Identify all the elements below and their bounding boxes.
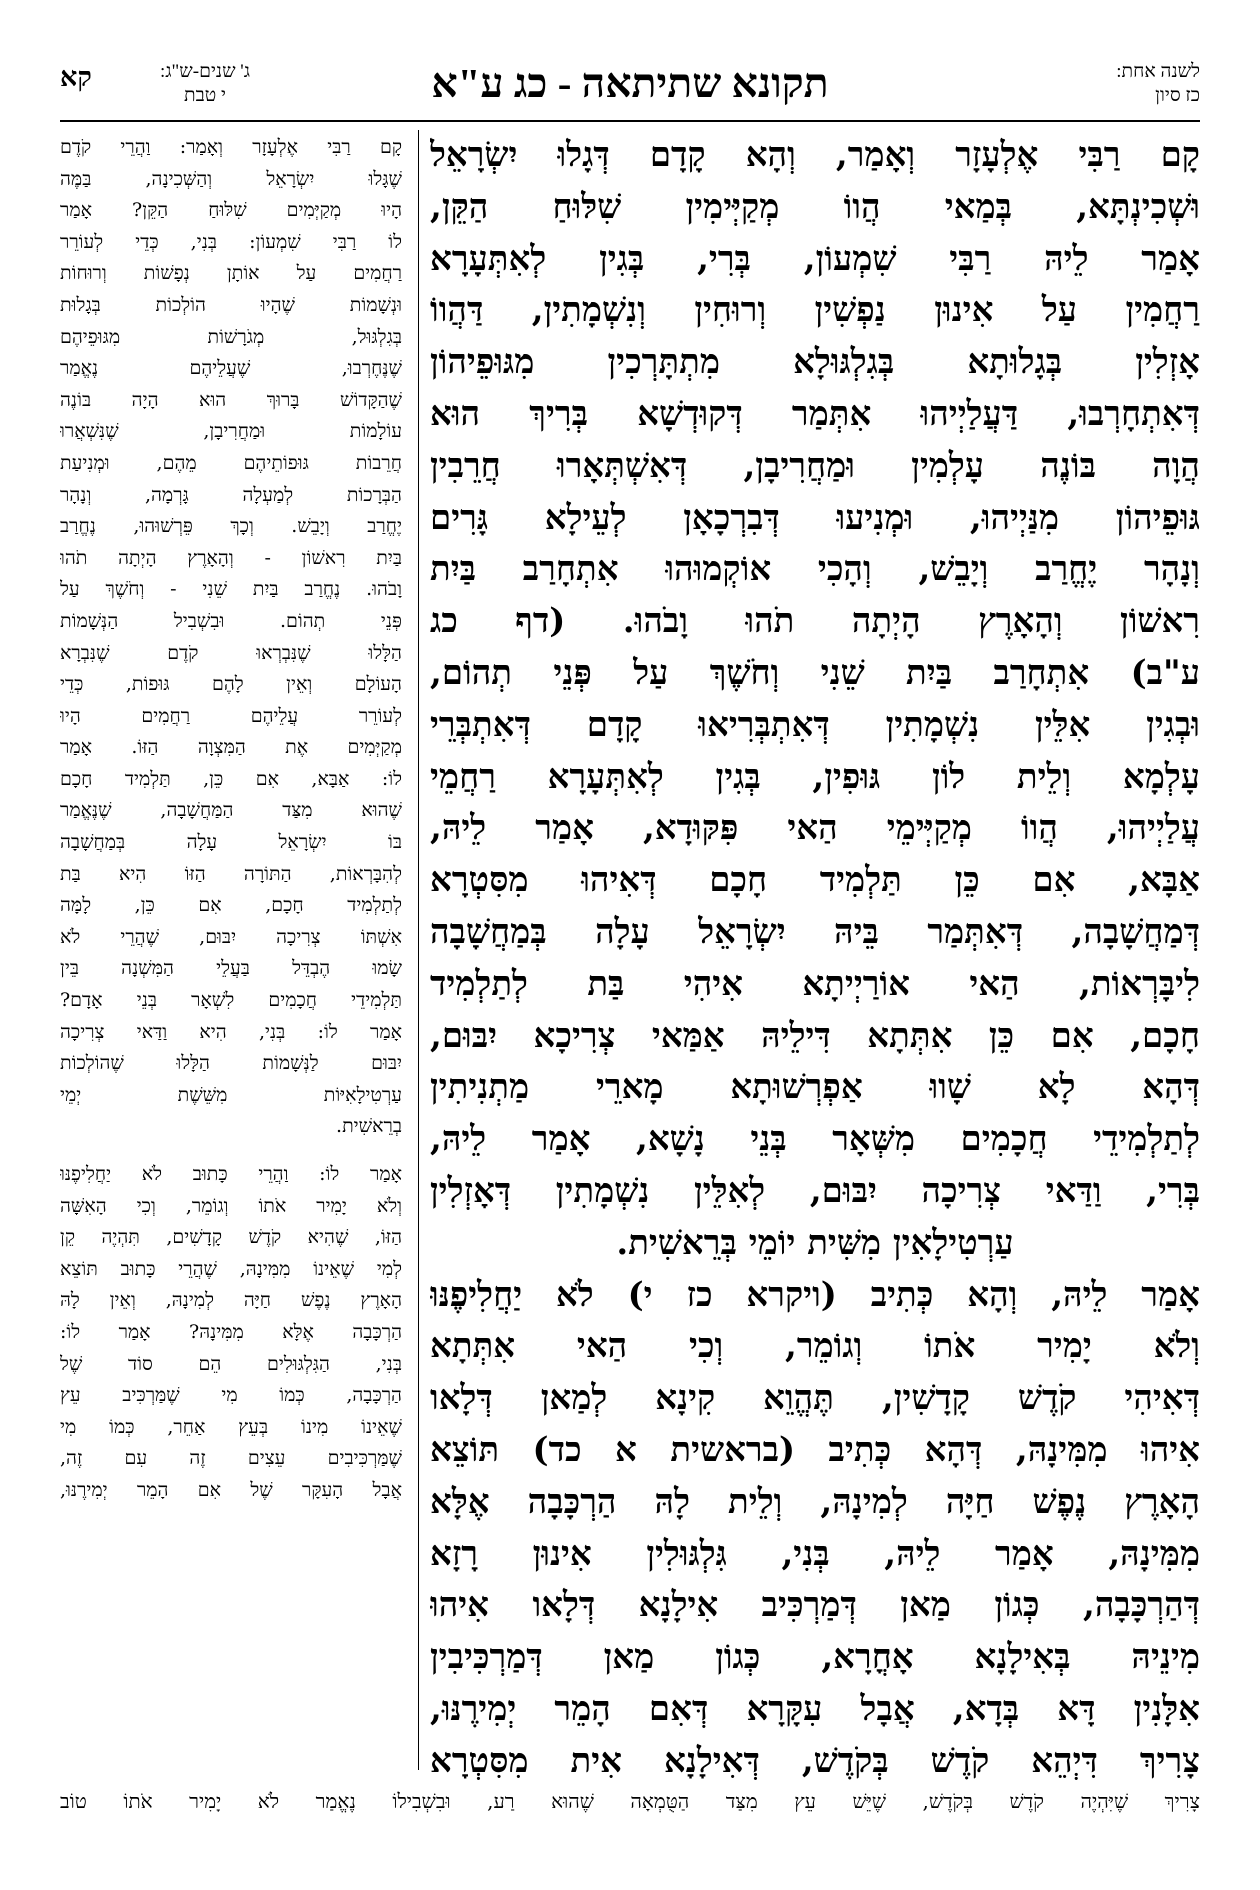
zohar-text-line: עָלְמָא וְלֵית לוֹן גּוּפִין, בְּגִין לְאִתְּעָרָא רַחֲמֵי — [430, 756, 1200, 797]
zohar-text-line: אָמַר לֵיהּ, וְהָא כְּתִיב (ויקרא כז י) לֹא יַחֲלִיפֶנּוּ — [430, 1274, 1200, 1315]
translation-text-line: שֶׁהַקָּדוֹשׁ בָּרוּךְ הוּא הָיָה בּוֹנֶה — [60, 388, 402, 411]
zohar-text-line: אִלָּנִין דָּא בְּדָא, אֲבָל עִקָּרָא דְּאִם הָמֵר יְמִירֶנּוּ, — [430, 1688, 1200, 1729]
zohar-text-line: הֲוָה בּוֹנֶה עָלְמִין וּמַחֲרִיבָן, דְּאִשְׁתְּאָרוּ חֲרֵבִין — [430, 445, 1200, 486]
zohar-text-line: קָם רַבִּי אֶלְעָזָר וְאָמַר, וְהָא קָדָם דְּגָלוּ יִשְׂרָאֵל — [430, 135, 1200, 175]
zohar-text-line: דְּאִיהִי קֹדֶשׁ קָדָשִׁין, תֶּהֱוֵא קִינָא לְמַאן דְּלָאו — [430, 1378, 1200, 1419]
zohar-text-line: דְּאִתְחָרְבוּ, דַּעֲלַיְיהוּ אִתְּמַר דְּקוּדְשָׁא בְּרִיךְ הוּא — [430, 393, 1200, 434]
zohar-text-line: דְּהָא לָא שָׁווּ אַפְרְשׁוּתָא מָארֵי מַתְנִיתִין — [430, 1067, 1200, 1108]
translation-text-line: עַרְטִילָאִיּוֹת מִשֵּׁשֶׁת יְמֵי — [60, 1083, 402, 1106]
translation-text-line: אִשְׁתּוֹ צְרִיכָה יִבּוּם, שֶׁהֲרֵי לֹא — [60, 925, 402, 948]
zohar-text-line: אָזְלִין בְּגָלוּתָא בְּגִלְגּוּלָא מִתְתָּרְכִין מִגּוּפֵיהוֹן — [430, 342, 1200, 383]
zohar-text-line: אַבָּא, אִם כֵּן תַּלְמִיד חָכָם דְּאִיהוּ מִסִּטְרָא — [430, 860, 1200, 901]
zohar-text-line: רַחֲמִין עַל אִינוּן נַפְשִׁין וְרוּחִין וְנִשְׁמָתִין, דַּהֲווֹ — [430, 290, 1200, 331]
translation-text-line: הָיוּ מְקַיְּמִים שִׁלּוּחַ הַקֵּן? אָמַר — [60, 199, 402, 222]
schedule-label-three-years: ג' שנים-ש"ג: — [160, 61, 250, 82]
paragraph-gap — [60, 1143, 402, 1159]
translation-text-line: אָמַר לוֹ: בְּנִי, הִיא וַדַּאי צְרִיכָה — [60, 1020, 402, 1043]
zohar-text-line: וְלֹא יָמִיר אֹתוֹ וְגוֹמֵר, וְכִי הַאי אִתְּתָא — [430, 1326, 1200, 1367]
daily-schedule-three-years — [130, 60, 280, 108]
translation-text-line: שֶׁנֶּחֶרְבוּ, שֶׁעֲלֵיהֶם נֶאֱמַר — [60, 357, 402, 380]
translation-text-line: עוֹלָמוֹת וּמַחֲרִיבָן, שֶׁנִּשְׁאֲרוּ — [60, 420, 402, 443]
translation-text-line: שֶׁהוּא מִצַּד הַמַּחֲשָׁבָה, שֶׁנֶּאֱמַר — [60, 799, 402, 822]
header-rule — [60, 120, 1200, 122]
translation-text-line: חֲרֵבוֹת גּוּפוֹתֵיהֶם מֵהֶם, וּמְנִיעַת — [60, 451, 402, 474]
translation-text-line: שֶׁאֵינוֹ מִינוֹ בְּעֵץ אַחֵר, כְּמוֹ מִי — [60, 1415, 402, 1438]
translation-text-line: הַלָּלוּ שֶׁנִּבְרְאוּ קֹדֶם שֶׁנִּבְרָא — [60, 641, 402, 664]
translation-text-line: לְמִי שֶׁאֵינוֹ מִמִּינָהּ, שֶׁהֲרֵי כָּתוּב תּוֹצֵא — [60, 1257, 402, 1280]
schedule-date-one-year: כז סיון — [1155, 85, 1200, 106]
translation-column — [60, 132, 402, 1782]
zohar-text-line: מִינֵיהּ בְּאִילָנָא אָחֳרָא, כְּגוֹן מַאן דְּמַרְכִּיבִין — [430, 1637, 1200, 1678]
column-divider — [418, 130, 419, 1770]
schedule-label-one-year: לשנה אחת: — [1116, 61, 1200, 82]
zohar-text-line: עֲלַיְיהוּ, הֲווֹ מְקַיְּימֵי הַאי פִּקּוּדָא, אָמַר לֵיהּ, — [430, 808, 1200, 849]
translation-text-line: בַּיִת רִאשׁוֹן - וְהָאָרֶץ הָיְתָה תֹהוּ — [60, 546, 402, 569]
translation-text-line: קָם רַבִּי אֶלְעָזָר וְאָמַר: וַהֲרֵי קֹדֶם — [60, 136, 402, 158]
translation-text-line: הַזּוֹ, שֶׁהִיא קֹדֶשׁ קָדָשִׁים, תִּהְיֶה קֵן — [60, 1226, 402, 1249]
zohar-text-column — [430, 130, 1200, 1780]
translation-text-line: וּנְשָׁמוֹת שֶׁהָיוּ הוֹלְכוֹת בְּגָלוּת — [60, 293, 402, 316]
translation-text-line: לְהִבָּרְאוֹת, הַתּוֹרָה הַזּוֹ הִיא בַּת — [60, 862, 402, 885]
zohar-text-line: צָרִיךְ דִּיְהֵא קֹדֶשׁ בְּקֹדֶשׁ, דְּאִילָנָא אִית מִסִּטְרָא — [430, 1740, 1200, 1780]
translation-text-line: לְעוֹרֵר עֲלֵיהֶם רַחֲמִים הָיוּ — [60, 704, 402, 727]
page-title: תקונא שתיתאה - כג ע"א — [431, 60, 829, 106]
translation-text-line: מְקַיְּמִים אֶת הַמִּצְוָה הַזּוֹ. אָמַר — [60, 736, 402, 759]
zohar-text-line: דְּמַחֲשָׁבָה, דְּאִתְּמַר בֵּיהּ יִשְׂרָאֵל עָלָה בְּמַחֲשָׁבָה — [430, 911, 1200, 952]
translation-continuation-line: צָרִיךְ שֶׁיִּהְיֶה קֹדֶשׁ בְּקֹדֶשׁ, שֶׁיֵּשׁ עֵץ מִצַּד הַטֻּמְאָה שֶׁהוּא רַע, וּבִשְׁבִילוֹ נֶאֱמַר לֹא יָמִיר אֹתוֹ טוֹב — [60, 1789, 1200, 1813]
zohar-text-line: דְּהַרְכָּבָה, כְּגוֹן מַאן דְּמַרְכִּיב אִילָנָא דְּלָאו אִיהוּ — [430, 1585, 1200, 1626]
translation-text-line: לְתַלְמִיד חָכָם, אִם כֵּן, לָמָּה — [60, 894, 402, 917]
zohar-text-line: לְתַלְמִידֵי חֲכָמִים מִשְּׁאָר בְּנֵי נָשָׁא, אָמַר לֵיהּ, — [430, 1119, 1200, 1160]
translation-text-line: וָבֹהוּ. נֶחֱרַב בַּיִת שֵׁנִי - וְחֹשֶׁךְ עַל — [60, 578, 402, 601]
translation-text-line: יֶחֱרַב וְיָבֵשׁ. וְכָךְ פֵּרְשׁוּהוּ, נֶחֱרַב — [60, 515, 402, 538]
translation-text-line: הָעוֹלָם וְאֵין לָהֶם גּוּפוֹת, כְּדֵי — [60, 673, 402, 696]
translation-text-line: בְרֵאשִׁית. — [336, 1115, 402, 1138]
translation-text-line: פְּנֵי תְהוֹם. וּבִשְׁבִיל הַנְּשָׁמוֹת — [60, 609, 402, 632]
zohar-text-line: הָאָרֶץ נֶפֶשׁ חַיָּה לְמִינָהּ, וְלֵית לָהּ הַרְכָּבָה אֶלָּא — [430, 1481, 1200, 1522]
translation-text-line: שֶׁגָּלוּ יִשְׂרָאֵל וְהַשְּׁכִינָה, בַּמֶּה — [60, 167, 402, 190]
zohar-text-line: חָכָם, אִם כֵּן אִתְּתָא דִּילֵיהּ אַמַּאי צְרִיכָא יִבּוּם, — [430, 1015, 1200, 1056]
zohar-text-line: וּשְׁכִינְתָּא, בְּמַאי הֲווֹ מְקַיְּימִין שִׁלּוּחַ הַקֵּן, — [430, 186, 1200, 227]
translation-text-line: יִבּוּם לַנְּשָׁמוֹת הַלָּלוּ שֶׁהוֹלְכוֹת — [60, 1052, 402, 1075]
zohar-text-line: מִמִּינָהּ, אָמַר לֵיהּ, בְּנִי, גִּלְגּוּלִין אִינוּן רָזָא — [430, 1533, 1200, 1574]
zohar-text-line: אָמַר לֵיהּ רַבִּי שִׁמְעוֹן, בְּרִי, בְּגִין לְאִתְּעָרָא — [430, 238, 1200, 279]
zohar-text-line: רִאשׁוֹן וְהָאָרֶץ הָיְתָה תֹהוּ וָבֹהוּ. (דף כג — [430, 601, 1200, 642]
translation-text-line: שֶׁמַּרְכִּיבִים עֵצִים זֶה עִם זֶה, — [60, 1447, 402, 1470]
zohar-text-line: ע"ב) אִתְחָרַב בַּיִת שֵׁנִי וְחֹשֶׁךְ עַל פְּנֵי תְהוֹם, — [430, 652, 1200, 693]
translation-text-line: הַרְכָּבָה אֶלָּא מִמִּינָהּ? אָמַר לוֹ: — [60, 1320, 402, 1343]
zohar-text-line: לִיבָּרְאוֹת, הַאי אוֹרַיְיתָא אִיהִי בַּת לְתַלְמִיד — [430, 963, 1200, 1004]
translation-text-line: אֲבָל הָעִקָּר שֶׁל אִם הָמֵר יְמִירֶנּוּ, — [60, 1478, 402, 1501]
translation-text-line: תַּלְמִידֵי חֲכָמִים לִשְׁאָר בְּנֵי אָדָם? — [60, 989, 402, 1012]
translation-text-line: לוֹ רַבִּי שִׁמְעוֹן: בְּנִי, כְּדֵי לְעוֹרֵר — [60, 230, 402, 253]
zohar-text-line: וְנָהָר יֶחֱרַב וְיָבֵשׁ, וְהָכִי אוֹקְמוּהוּ אִתְחָרַב בַּיִת — [430, 549, 1200, 590]
translation-text-line: לוֹ: אַבָּא, אִם כֵּן, תַּלְמִיד חָכָם — [60, 767, 402, 790]
translation-text-line: הַבְּרָכוֹת לְמַעְלָה גָּרְמָה, וְנָהָר — [60, 483, 402, 506]
page-number: קא — [60, 62, 92, 92]
zohar-text-line: בְּרִי, וַדַּאי צְרִיכָה יִבּוּם, לְאִלֵּין נִשְׁמָתִין דְּאָזְלִין — [430, 1170, 1200, 1211]
translation-text-line: הַרְכָּבָה, כְּמוֹ מִי שֶׁמַּרְכִּיב עֵץ — [60, 1384, 402, 1407]
translation-text-line: הָאָרֶץ נֶפֶשׁ חַיָּה לְמִינָהּ, וְאֵין לָהּ — [60, 1289, 402, 1312]
zohar-text-line: גּוּפֵיהוֹן מִנַּיְיהוּ, וּמְנִיעוּ דְּבִרְכָאָן לְעֵילָא גָּרִים — [430, 497, 1200, 538]
translation-text-line: וְלֹא יָמִיר אֹתוֹ וְגוֹמֵר, וְכִי הָאִשָּׁה — [60, 1194, 402, 1217]
translation-text-line: בּוֹ יִשְׂרָאֵל עָלָה בְּמַחֲשָׁבָה — [60, 831, 402, 854]
translation-text-line: שָׂמוּ הֶבְדֵּל בַּעֲלֵי הַמִּשְׁנָה בֵּין — [60, 957, 402, 980]
zohar-text-line: וּבְגִין אִלֵּין נִשְׁמָתִין דְּאִתְבְּרִיאוּ קָדָם דְּאִתְבְּרֵי — [430, 704, 1200, 745]
schedule-date-three-years: י טבת — [184, 85, 226, 106]
translation-text-line: בְּנִי, הַגִּלְגּוּלִים הֵם סוֹד שֶׁל — [60, 1352, 402, 1375]
zohar-text-line: עַרְטִילָאִין מִשִּׁית יוֹמֵי בְּרֵאשִׁית. — [616, 1222, 1014, 1263]
zohar-text-line: אִיהוּ מִמִּינָהּ, דְּהָא כְּתִיב (בראשית א כד) תּוֹצֵא — [430, 1429, 1200, 1470]
translation-text-line: אָמַר לוֹ: וַהֲרֵי כָּתוּב לֹא יַחֲלִיפֶנּוּ — [60, 1163, 402, 1185]
translation-text-line: בְּגִלְגּוּל, מְגֹרָשׁוֹת מִגּוּפֵיהֶם — [60, 325, 402, 348]
translation-text-line: רַחֲמִים עַל אוֹתָן נְפָשׁוֹת וְרוּחוֹת — [60, 262, 402, 285]
